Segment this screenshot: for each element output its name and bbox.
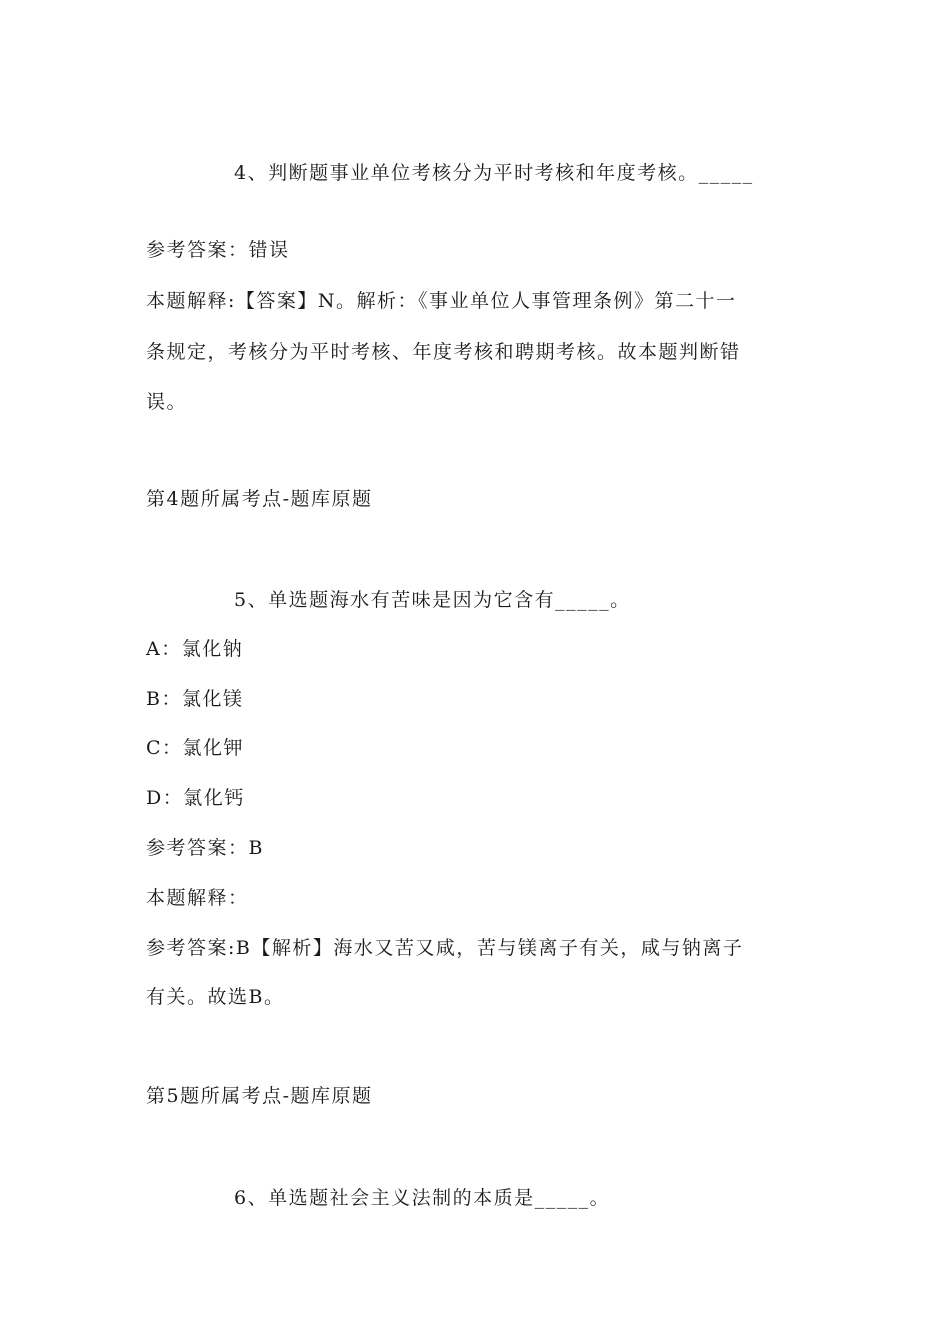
question-5-option-b: B：氯化镁 (146, 688, 244, 710)
question-5-answer: 参考答案：B (146, 837, 264, 859)
question-5-text: 5、单选题海水有苦味是因为它含有_____。 (234, 589, 631, 611)
question-4-answer: 参考答案：错误 (146, 239, 290, 261)
question-5-explanation-line-2: 有关。故选B。 (146, 986, 285, 1008)
question-5-option-d: D：氯化钙 (146, 787, 245, 809)
question-5-explanation-label: 本题解释： (146, 887, 249, 909)
question-4-explanation-line-3: 误。 (146, 391, 188, 413)
question-5-option-c: C：氯化钾 (146, 737, 245, 759)
question-6-text: 6、单选题社会主义法制的本质是_____。 (234, 1187, 611, 1209)
question-5-option-a: A：氯化钠 (146, 638, 244, 660)
question-4-explanation-line-1: 本题解释:【答案】N。解析：《事业单位人事管理条例》第二十一 (146, 290, 737, 312)
question-5-explanation-line-1: 参考答案:B【解析】海水又苦又咸，苦与镁离子有关，咸与钠离子 (146, 937, 744, 959)
question-5-source: 第5题所属考点-题库原题 (146, 1085, 373, 1107)
question-4-source: 第4题所属考点-题库原题 (146, 488, 373, 510)
question-4-explanation-line-2: 条规定，考核分为平时考核、年度考核和聘期考核。故本题判断错 (146, 341, 741, 363)
question-4-text: 4、判断题事业单位考核分为平时考核和年度考核。_____ (234, 162, 754, 184)
